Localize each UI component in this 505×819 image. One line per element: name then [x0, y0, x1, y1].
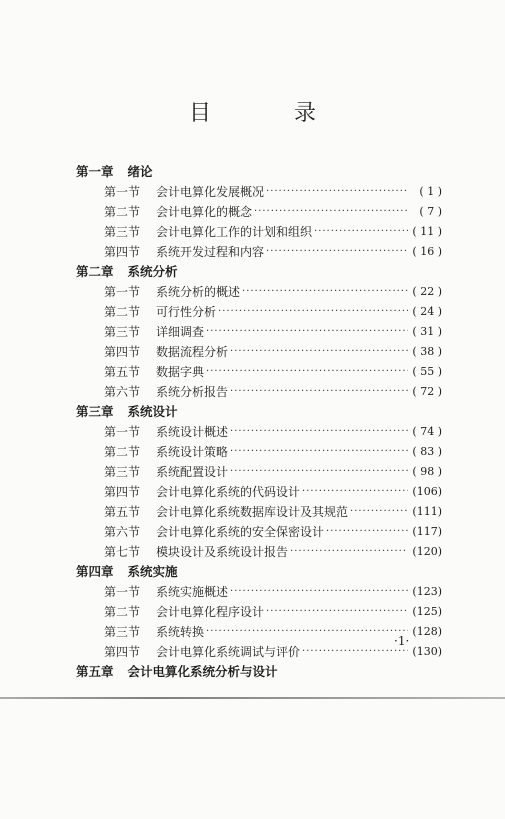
section-title: 会计电算化程序设计 — [156, 605, 265, 619]
section-number: 第二节 — [104, 205, 141, 219]
dot-leader — [290, 542, 408, 562]
section-page-number: ( 38 ) — [412, 345, 442, 358]
dot-leader — [230, 382, 408, 402]
section-page-number: (111) — [412, 505, 442, 518]
section-title: 会计电算化系统的代码设计 — [156, 485, 301, 499]
section-number: 第四节 — [104, 345, 141, 359]
section-title: 数据字典 — [156, 365, 205, 379]
toc-entry — [76, 502, 442, 522]
section-page-number: (117) — [412, 525, 442, 538]
section-title: 会计电算化系统调试与评价 — [156, 645, 301, 659]
section-number: 第一节 — [104, 425, 141, 439]
section-title: 系统配置设计 — [156, 465, 229, 479]
section-title: 系统实施概述 — [156, 585, 229, 599]
chapter-heading — [76, 162, 442, 182]
dot-leader — [314, 222, 408, 242]
chapter-title: 系统设计 — [127, 404, 178, 419]
dot-leader — [230, 582, 408, 602]
section-number: 第二节 — [104, 305, 141, 319]
toc-entry — [76, 602, 442, 622]
section-page-number: ( 16 ) — [412, 245, 442, 258]
section-number: 第七节 — [104, 545, 141, 559]
toc-entry — [76, 462, 442, 482]
section-page-number: ( 7 ) — [419, 205, 442, 218]
page-number: ·1· — [394, 634, 410, 648]
section-page-number: ( 31 ) — [412, 325, 442, 338]
section-title: 系统设计概述 — [156, 425, 229, 439]
dot-leader — [206, 322, 408, 342]
toc-entry — [76, 342, 442, 362]
section-page-number: ( 55 ) — [412, 365, 442, 378]
chapter-number: 第一章 — [76, 164, 114, 179]
chapter-title: 系统实施 — [127, 564, 178, 579]
dot-leader — [230, 342, 408, 362]
toc-entry — [76, 582, 442, 602]
toc-entry — [76, 382, 442, 402]
section-title: 数据流程分析 — [156, 345, 229, 359]
toc-entry — [76, 422, 442, 442]
page-title: 目 录 — [189, 101, 354, 126]
section-title: 会计电算化系统的安全保密设计 — [156, 525, 325, 539]
section-number: 第一节 — [104, 585, 141, 599]
section-page-number: (123) — [412, 585, 442, 598]
toc-entry — [76, 282, 442, 302]
section-title: 系统开发过程和内容 — [156, 245, 265, 259]
dot-leader — [218, 302, 408, 322]
chapter-number: 第二章 — [76, 264, 114, 279]
dot-leader — [254, 202, 408, 222]
section-page-number: ( 72 ) — [412, 385, 442, 398]
dot-leader — [266, 602, 408, 622]
chapter-number: 第五章 — [76, 664, 114, 679]
toc-entry — [76, 482, 442, 502]
toc-entry — [76, 442, 442, 462]
dot-leader — [302, 642, 408, 662]
dot-leader — [230, 462, 408, 482]
section-number: 第三节 — [104, 325, 141, 339]
section-number: 第六节 — [104, 385, 141, 399]
chapter-number: 第四章 — [76, 564, 114, 579]
dot-leader — [230, 422, 408, 442]
dot-leader — [266, 182, 408, 202]
section-page-number: ( 22 ) — [412, 285, 442, 298]
section-number: 第三节 — [104, 625, 141, 639]
toc-entry — [76, 542, 442, 562]
section-page-number: (130) — [412, 645, 442, 658]
dot-leader — [242, 282, 408, 302]
section-title: 可行性分析 — [156, 305, 217, 319]
section-title: 模块设计及系统设计报告 — [156, 545, 289, 559]
section-number: 第四节 — [104, 645, 141, 659]
dot-leader — [302, 482, 408, 502]
section-page-number: ( 24 ) — [412, 305, 442, 318]
chapter-title: 绪论 — [127, 164, 153, 179]
section-number: 第一节 — [104, 285, 141, 299]
chapter-number: 第三章 — [76, 404, 114, 419]
section-title: 系统转换 — [156, 625, 205, 639]
toc-entry — [76, 182, 442, 202]
section-number: 第三节 — [104, 465, 141, 479]
bottom-rule — [0, 697, 505, 699]
toc-entry — [76, 322, 442, 342]
section-title: 会计电算化系统数据库设计及其规范 — [156, 505, 349, 519]
section-page-number: (106) — [412, 485, 442, 498]
toc-entry — [76, 642, 442, 662]
section-page-number: (120) — [412, 545, 442, 558]
dot-leader — [206, 622, 408, 642]
toc-entry — [76, 222, 442, 242]
section-number: 第二节 — [104, 605, 141, 619]
chapter-heading — [76, 562, 442, 582]
section-number: 第五节 — [104, 365, 141, 379]
section-page-number: (128) — [412, 625, 442, 638]
chapter-heading — [76, 402, 442, 422]
dot-leader — [206, 362, 408, 382]
section-title: 系统设计策略 — [156, 445, 229, 459]
chapter-heading — [76, 262, 442, 282]
section-number: 第四节 — [104, 485, 141, 499]
section-number: 第一节 — [104, 185, 141, 199]
section-number: 第三节 — [104, 225, 141, 239]
chapter-title: 会计电算化系统分析与设计 — [127, 664, 278, 679]
chapter-title: 系统分析 — [127, 264, 178, 279]
dot-leader — [266, 242, 408, 262]
section-number: 第四节 — [104, 245, 141, 259]
section-page-number: ( 83 ) — [412, 445, 442, 458]
table-of-contents — [76, 162, 442, 682]
toc-entry — [76, 202, 442, 222]
dot-leader — [326, 522, 408, 542]
chapter-heading — [76, 662, 442, 682]
dot-leader — [350, 502, 408, 522]
dot-leader — [230, 442, 408, 462]
section-page-number: (125) — [412, 605, 442, 618]
section-title: 详细调查 — [156, 325, 205, 339]
section-page-number: ( 1 ) — [419, 185, 442, 198]
section-page-number: ( 98 ) — [412, 465, 442, 478]
toc-entry — [76, 522, 442, 542]
toc-entry — [76, 622, 442, 642]
section-title: 系统分析的概述 — [156, 285, 241, 299]
section-title: 会计电算化发展概况 — [156, 185, 265, 199]
section-title: 会计电算化的概念 — [156, 205, 253, 219]
toc-entry — [76, 242, 442, 262]
section-number: 第五节 — [104, 505, 141, 519]
section-number: 第六节 — [104, 525, 141, 539]
toc-entry — [76, 302, 442, 322]
section-title: 会计电算化工作的计划和组织 — [156, 225, 313, 239]
section-number: 第二节 — [104, 445, 141, 459]
section-page-number: ( 11 ) — [412, 225, 442, 238]
toc-entry — [76, 362, 442, 382]
section-title: 系统分析报告 — [156, 385, 229, 399]
section-page-number: ( 74 ) — [412, 425, 442, 438]
